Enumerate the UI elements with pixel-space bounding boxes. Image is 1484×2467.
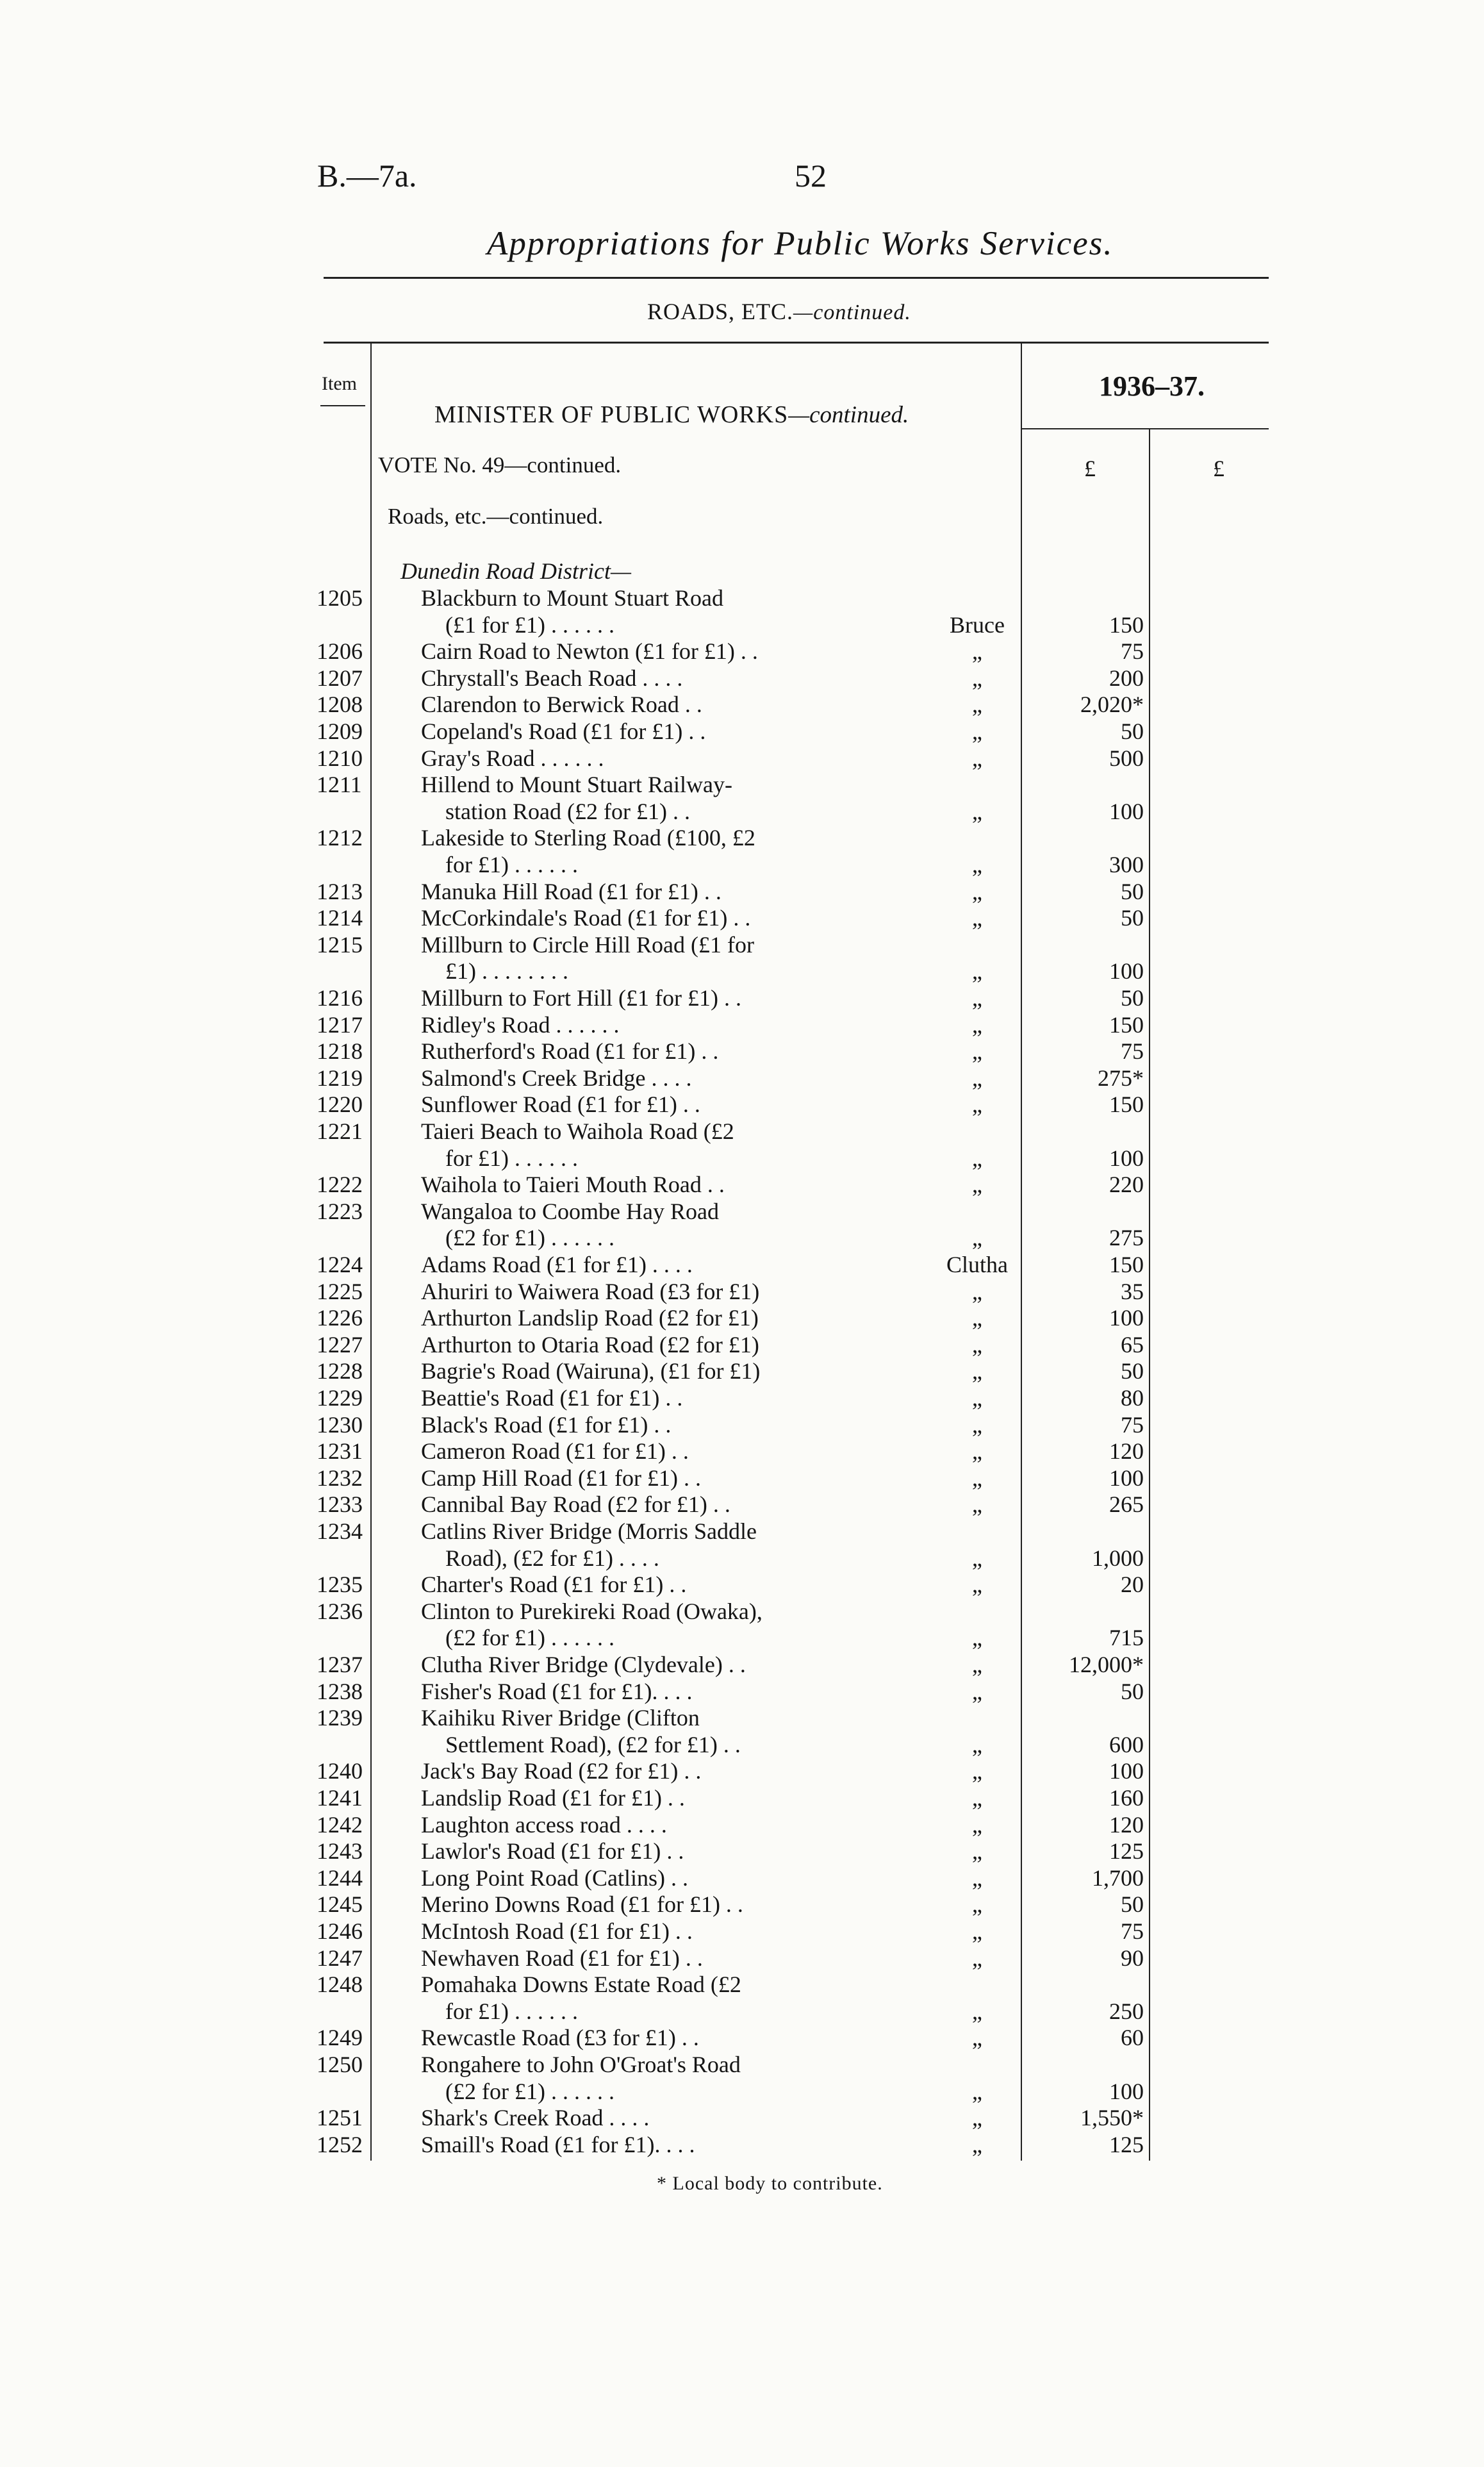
item-column-header: Item (322, 373, 357, 394)
year-column-header: 1936–37. (1099, 370, 1205, 402)
item-locality: „ (972, 1545, 982, 1571)
item-description: Arthurton Landslip Road (£2 for £1) (421, 1305, 759, 1331)
item-locality: „ (972, 2131, 982, 2157)
item-number: 1244 (317, 1865, 363, 1891)
sub-heading: Roads, etc.—continued. (388, 504, 604, 529)
item-amount: 65 (1121, 1331, 1144, 1358)
item-amount: 50 (1121, 719, 1144, 744)
item-number: 1217 (317, 1011, 363, 1038)
item-amount: 1,550* (1080, 2105, 1144, 2131)
item-amount: 100 (1109, 2078, 1144, 2104)
item-description: Millburn to Circle Hill Road (£1 for (421, 931, 754, 958)
item-description: Rewcastle Road (£3 for £1) . . (421, 2025, 699, 2051)
item-description: Shark's Creek Road . . . . (421, 2105, 650, 2131)
item-description: Arthurton to Otaria Road (£2 for £1) (421, 1331, 759, 1358)
item-description: Black's Road (£1 for £1) . . (421, 1411, 672, 1438)
item-description: Cairn Road to Newton (£1 for £1) . . (421, 638, 758, 665)
item-number: 1206 (317, 638, 363, 665)
item-number: 1251 (317, 2105, 363, 2131)
item-amount: 220 (1109, 1172, 1144, 1198)
item-description: (£2 for £1) . . . . . . (445, 1625, 614, 1651)
amount-column-divider (1149, 428, 1150, 2161)
minister-name: MINISTER OF PUBLIC WORKS (434, 401, 789, 428)
vote-heading: VOTE No. 49—continued. (378, 453, 622, 478)
item-number: 1250 (317, 2052, 363, 2077)
item-amount: 150 (1109, 1011, 1144, 1038)
item-locality: „ (972, 1145, 982, 1171)
item-number: 1224 (317, 1252, 363, 1277)
item-description: Chrystall's Beach Road . . . . (421, 665, 683, 691)
item-description: Cameron Road (£1 for £1) . . (421, 1438, 689, 1465)
item-number: 1213 (317, 878, 363, 904)
minister-suffix: —continued. (788, 402, 909, 428)
item-description: Cannibal Bay Road (£2 for £1) . . (421, 1491, 730, 1518)
item-amount: 100 (1109, 1145, 1144, 1171)
currency-header-1: £ (1084, 456, 1096, 481)
item-amount: 2,020* (1080, 692, 1144, 718)
item-number: 1228 (317, 1358, 363, 1384)
item-locality: „ (972, 1038, 982, 1065)
item-description: Fisher's Road (£1 for £1). . . . (421, 1678, 693, 1704)
item-amount: 50 (1121, 878, 1144, 904)
item-locality: „ (972, 1172, 982, 1198)
minister-heading (434, 401, 909, 429)
item-number: 1238 (317, 1678, 363, 1704)
item-number: 1212 (317, 825, 363, 851)
item-description: for £1) . . . . . . (445, 852, 578, 877)
item-description: McCorkindale's Road (£1 for £1) . . (421, 905, 751, 931)
item-number: 1242 (317, 1811, 363, 1838)
item-locality: „ (972, 1411, 982, 1438)
item-locality: „ (972, 958, 982, 984)
item-number: 1252 (317, 2131, 363, 2157)
item-locality: „ (972, 1465, 982, 1491)
item-description: Wangaloa to Coombe Hay Road (421, 1198, 719, 1224)
item-locality: „ (972, 692, 982, 718)
item-amount: 600 (1109, 1731, 1144, 1757)
item-locality: „ (972, 798, 982, 824)
item-locality: „ (972, 1731, 982, 1757)
item-locality: „ (972, 1891, 982, 1918)
item-number: 1236 (317, 1598, 363, 1624)
item-number: 1233 (317, 1491, 363, 1518)
item-description: Lakeside to Sterling Road (£100, £2 (421, 825, 755, 851)
item-number: 1208 (317, 692, 363, 718)
item-description: Merino Downs Road (£1 for £1) . . (421, 1891, 743, 1918)
item-locality: „ (972, 638, 982, 665)
item-amount: 1,700 (1092, 1865, 1144, 1891)
item-amount: 150 (1109, 611, 1144, 638)
item-amount: 120 (1109, 1811, 1144, 1838)
item-description: Rongahere to John O'Groat's Road (421, 2052, 741, 2077)
item-amount: 200 (1109, 665, 1144, 691)
item-amount: 50 (1121, 1891, 1144, 1918)
item-amount: 125 (1109, 1838, 1144, 1865)
item-number: 1225 (317, 1278, 363, 1304)
item-number: 1223 (317, 1198, 363, 1224)
item-locality: Clutha (946, 1252, 1008, 1277)
item-locality: „ (972, 1011, 982, 1038)
item-locality: „ (972, 1491, 982, 1518)
item-locality: „ (972, 1918, 982, 1944)
page-number: 52 (795, 158, 827, 194)
item-description: (£2 for £1) . . . . . . (445, 2078, 614, 2104)
item-amount: 50 (1121, 1678, 1144, 1704)
item-description: Copeland's Road (£1 for £1) . . (421, 719, 706, 744)
item-locality: „ (972, 1678, 982, 1704)
item-description: Clinton to Purekireki Road (Owaka), (421, 1598, 763, 1624)
item-amount: 80 (1121, 1385, 1144, 1411)
item-description: Laughton access road . . . . (421, 1811, 667, 1838)
item-locality: „ (972, 2105, 982, 2131)
page-title: Appropriations for Public Works Services. (487, 225, 1114, 262)
item-description: Salmond's Creek Bridge . . . . (421, 1065, 692, 1091)
item-locality: „ (972, 1838, 982, 1865)
item-amount: 1,000 (1092, 1545, 1144, 1571)
item-amount: 100 (1109, 1465, 1144, 1491)
item-locality: „ (972, 719, 982, 744)
item-amount: 150 (1109, 1092, 1144, 1118)
item-number: 1215 (317, 931, 363, 958)
item-description: Hillend to Mount Stuart Railway- (421, 772, 732, 798)
item-description: Catlins River Bridge (Morris Saddle (421, 1518, 757, 1544)
item-description: McIntosh Road (£1 for £1) . . (421, 1918, 693, 1944)
item-number: 1207 (317, 665, 363, 691)
item-amount: 75 (1121, 1918, 1144, 1944)
item-amount: 500 (1109, 745, 1144, 771)
item-description: Jack's Bay Road (£2 for £1) . . (421, 1758, 702, 1784)
item-amount: 150 (1109, 1252, 1144, 1277)
item-locality: „ (972, 2025, 982, 2051)
item-number: 1232 (317, 1465, 363, 1491)
item-number: 1247 (317, 1945, 363, 1971)
item-number: 1220 (317, 1092, 363, 1118)
item-amount: 275 (1109, 1225, 1144, 1251)
section-title: ROADS, ETC. (647, 299, 794, 324)
item-amount: 12,000* (1069, 1652, 1144, 1677)
item-locality: „ (972, 1998, 982, 2024)
item-number: 1210 (317, 745, 363, 771)
item-description: Waihola to Taieri Mouth Road . . (421, 1172, 725, 1198)
item-description: (£2 for £1) . . . . . . (445, 1225, 614, 1251)
item-locality: „ (972, 905, 982, 931)
item-amount: 100 (1109, 1758, 1144, 1784)
item-locality: „ (972, 1305, 982, 1331)
item-description: Lawlor's Road (£1 for £1) . . (421, 1838, 684, 1865)
item-description: station Road (£2 for £1) . . (445, 798, 690, 824)
item-amount: 35 (1121, 1278, 1144, 1304)
year-header-rule (1022, 428, 1269, 429)
item-number: 1246 (317, 1918, 363, 1944)
item-description: for £1) . . . . . . (445, 1998, 578, 2024)
item-amount: 250 (1109, 1998, 1144, 2024)
item-amount: 275* (1098, 1065, 1144, 1091)
item-locality: „ (972, 1652, 982, 1677)
item-number: 1229 (317, 1385, 363, 1411)
item-description: Newhaven Road (£1 for £1) . . (421, 1945, 703, 1971)
item-amount: 100 (1109, 1305, 1144, 1331)
item-amount: 60 (1121, 2025, 1144, 2051)
section-heading (647, 298, 911, 325)
item-number: 1226 (317, 1305, 363, 1331)
item-description: £1) . . . . . . . . (445, 958, 568, 984)
item-locality: „ (972, 1758, 982, 1784)
item-locality: „ (972, 1572, 982, 1598)
item-description: Taieri Beach to Waihola Road (£2 (421, 1118, 734, 1144)
item-locality: „ (972, 1785, 982, 1811)
item-description: Charter's Road (£1 for £1) . . (421, 1572, 687, 1598)
item-description: Road), (£2 for £1) . . . . (445, 1545, 659, 1571)
item-description: Gray's Road . . . . . . (421, 745, 604, 771)
item-header-rule (320, 405, 365, 406)
item-amount: 75 (1121, 1411, 1144, 1438)
item-amount: 50 (1121, 905, 1144, 931)
item-locality: „ (972, 1625, 982, 1651)
item-description: Adams Road (£1 for £1) . . . . (421, 1252, 693, 1277)
table-top-rule (324, 342, 1269, 344)
item-description: Beattie's Road (£1 for £1) . . (421, 1385, 683, 1411)
item-description: Bagrie's Road (Wairuna), (£1 for £1) (421, 1358, 761, 1384)
item-amount: 90 (1121, 1945, 1144, 1971)
item-description: Camp Hill Road (£1 for £1) . . (421, 1465, 701, 1491)
item-number: 1216 (317, 985, 363, 1011)
item-description: Sunflower Road (£1 for £1) . . (421, 1092, 700, 1118)
item-number: 1234 (317, 1518, 363, 1544)
item-description: Ahuriri to Waiwera Road (£3 for £1) (421, 1278, 760, 1304)
item-amount: 125 (1109, 2131, 1144, 2157)
item-number: 1239 (317, 1705, 363, 1731)
currency-header-2: £ (1213, 456, 1224, 481)
item-number: 1241 (317, 1785, 363, 1811)
item-number: 1205 (317, 585, 363, 611)
item-amount: 75 (1121, 638, 1144, 665)
item-description: Kaihiku River Bridge (Clifton (421, 1705, 700, 1731)
item-locality: „ (972, 1865, 982, 1891)
district-heading: Dunedin Road District— (400, 558, 631, 584)
item-number: 1245 (317, 1891, 363, 1918)
item-locality: „ (972, 1385, 982, 1411)
item-number: 1243 (317, 1838, 363, 1865)
item-locality: „ (972, 1438, 982, 1465)
item-locality: „ (972, 1945, 982, 1971)
item-locality: „ (972, 878, 982, 904)
item-number: 1214 (317, 905, 363, 931)
item-description: Pomahaka Downs Estate Road (£2 (421, 1972, 741, 1998)
item-amount: 265 (1109, 1491, 1144, 1518)
item-description: Millburn to Fort Hill (£1 for £1) . . (421, 985, 741, 1011)
document-reference: B.—7a. (317, 158, 417, 194)
item-locality: „ (972, 665, 982, 691)
section-suffix: —continued. (793, 301, 911, 324)
item-locality: „ (972, 985, 982, 1011)
item-number: 1231 (317, 1438, 363, 1465)
item-description: Blackburn to Mount Stuart Road (421, 585, 723, 611)
item-number: 1240 (317, 1758, 363, 1784)
item-number: 1222 (317, 1172, 363, 1198)
item-number: 1235 (317, 1572, 363, 1598)
item-locality: „ (972, 1358, 982, 1384)
item-number: 1221 (317, 1118, 363, 1144)
item-number: 1227 (317, 1331, 363, 1358)
item-number: 1211 (317, 772, 362, 798)
item-number: 1230 (317, 1411, 363, 1438)
item-description: Long Point Road (Catlins) . . (421, 1865, 688, 1891)
item-description: (£1 for £1) . . . . . . (445, 611, 614, 638)
item-amount: 120 (1109, 1438, 1144, 1465)
item-locality: „ (972, 1331, 982, 1358)
item-description: Manuka Hill Road (£1 for £1) . . (421, 878, 721, 904)
item-amount: 50 (1121, 985, 1144, 1011)
item-amount: 20 (1121, 1572, 1144, 1598)
item-number: 1248 (317, 1972, 363, 1998)
item-description: Clutha River Bridge (Clydevale) . . (421, 1652, 746, 1677)
item-number: 1218 (317, 1038, 363, 1065)
item-amount: 75 (1121, 1038, 1144, 1065)
item-locality: „ (972, 1065, 982, 1091)
item-amount: 300 (1109, 852, 1144, 877)
item-description: Landslip Road (£1 for £1) . . (421, 1785, 685, 1811)
item-description: Clarendon to Berwick Road . . (421, 692, 702, 718)
item-description: Rutherford's Road (£1 for £1) . . (421, 1038, 719, 1065)
item-number: 1209 (317, 719, 363, 744)
item-number: 1237 (317, 1652, 363, 1677)
item-locality: „ (972, 1225, 982, 1251)
item-number: 1219 (317, 1065, 363, 1091)
item-locality: „ (972, 745, 982, 771)
item-description: Ridley's Road . . . . . . (421, 1011, 620, 1038)
item-amount: 715 (1109, 1625, 1144, 1651)
item-locality: „ (972, 1811, 982, 1838)
item-amount: 160 (1109, 1785, 1144, 1811)
item-amount: 100 (1109, 958, 1144, 984)
item-number: 1249 (317, 2025, 363, 2051)
item-description: Smaill's Road (£1 for £1). . . . (421, 2131, 695, 2157)
item-column-divider (370, 344, 372, 2161)
item-locality: Bruce (950, 611, 1005, 638)
item-locality: „ (972, 1278, 982, 1304)
item-locality: „ (972, 852, 982, 877)
item-description: Settlement Road), (£2 for £1) . . (445, 1731, 741, 1757)
title-rule (324, 277, 1269, 279)
item-amount: 100 (1109, 798, 1144, 824)
item-locality: „ (972, 1092, 982, 1118)
item-locality: „ (972, 2078, 982, 2104)
item-description: for £1) . . . . . . (445, 1145, 578, 1171)
footnote: * Local body to contribute. (657, 2173, 883, 2194)
item-amount: 50 (1121, 1358, 1144, 1384)
